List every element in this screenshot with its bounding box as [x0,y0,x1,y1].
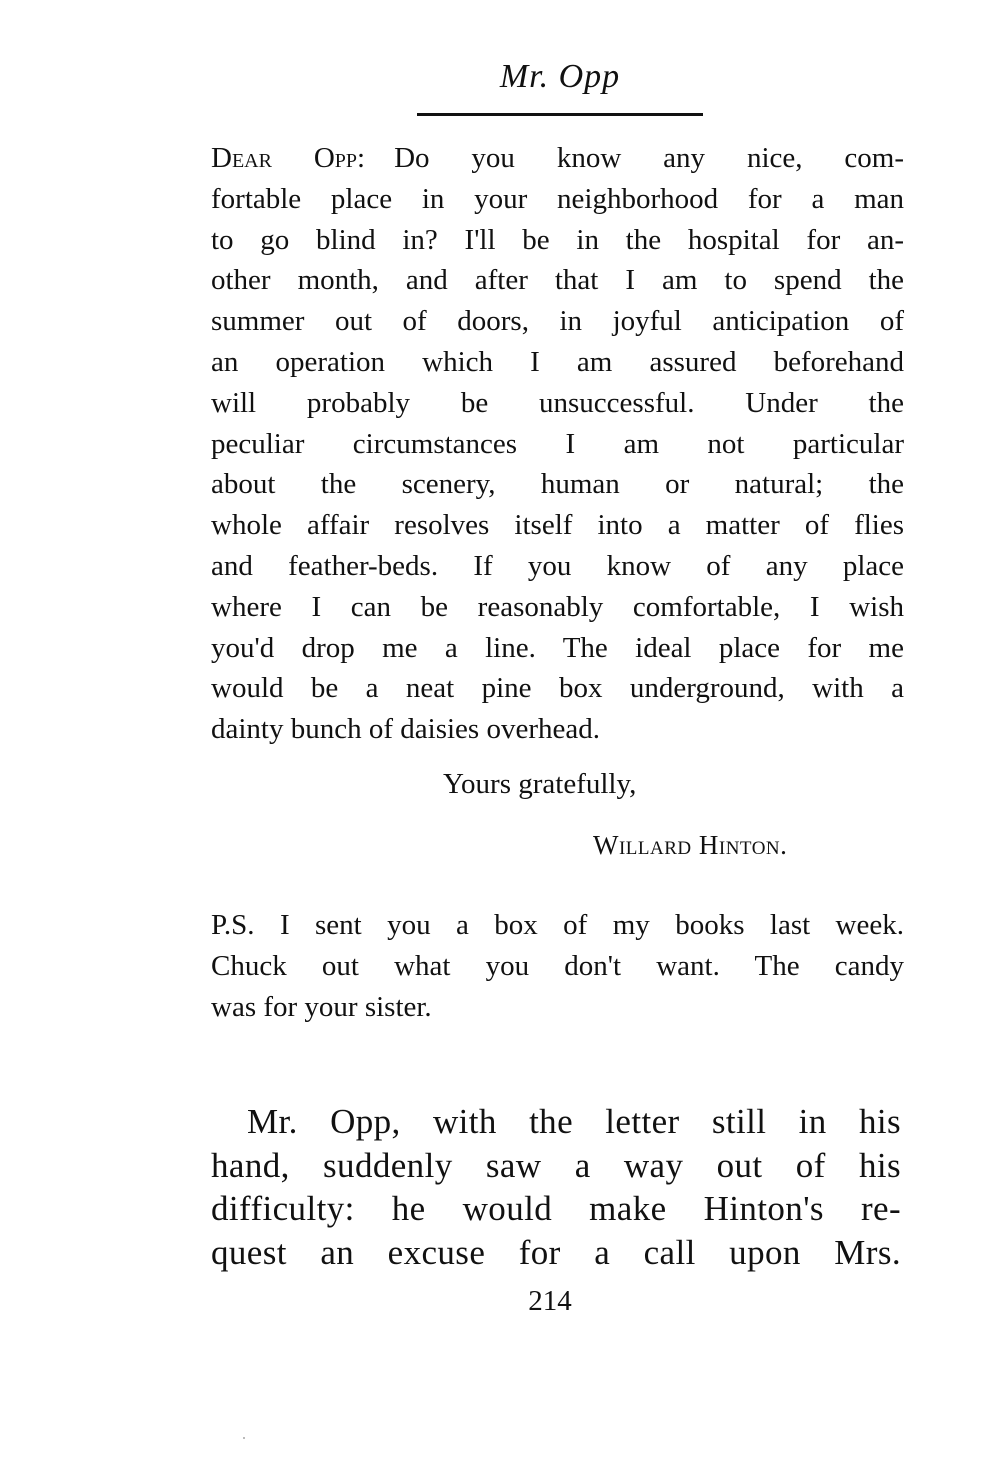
letter-salutation: Dear Opp: [211,142,366,174]
letter-line: other month, and after that I am to spend the [211,264,904,297]
letter-line: dainty bunch of daisies overhead. [211,713,600,746]
letter-line: about the scenery, human or natural; the [211,468,904,501]
page-number: 214 [528,1285,572,1317]
letter-closing: Yours gratefully, [443,768,637,800]
letter-line [211,138,904,179]
postscript-line: was for your sister. [211,990,432,1023]
letter-line-text: Do you know any nice, com- [394,142,904,174]
narrative-line: Mr. Opp, with the letter still in his [247,1102,901,1141]
letter-line: whole affair resolves itself into a matter of flies [211,509,904,542]
letter-line: and feather-beds. If you know of any place [211,549,904,582]
letter-signature: Willard Hinton. [593,830,788,860]
print-speck [243,1437,245,1439]
narrative-line: quest an excuse for a call upon Mrs. [211,1232,901,1272]
header-rule [417,113,703,116]
letter-line: summer out of doors, in joyful anticipation of [211,305,904,338]
letter-postscript [211,905,904,1027]
letter-line: to go blind in? I'll be in the hospital for an- [211,223,904,256]
letter-line: an operation which I am assured beforehand [211,345,904,378]
letter-line: where I can be reasonably comfortable, I wish [211,590,904,623]
narrative-line: hand, suddenly saw a way out of his [211,1145,901,1185]
running-title: Mr. Opp [499,58,621,95]
postscript-line: P.S. I sent you a box of my books last week. [211,909,904,941]
letter-line: you'd drop me a line. The ideal place for me [211,631,904,664]
letter-line: fortable place in your neighborhood for a man [211,182,904,215]
postscript-line: Chuck out what you don't want. The candy [211,949,904,982]
letter-line: will probably be unsuccessful. Under the [211,386,904,419]
letter-line: would be a neat pine box underground, with a [211,672,904,705]
letter-line: peculiar circumstances I am not particular [211,427,904,460]
narrative-line: difficulty: he would make Hinton's re- [211,1189,901,1228]
narrative-paragraph [211,1100,901,1274]
letter-body [211,138,904,750]
